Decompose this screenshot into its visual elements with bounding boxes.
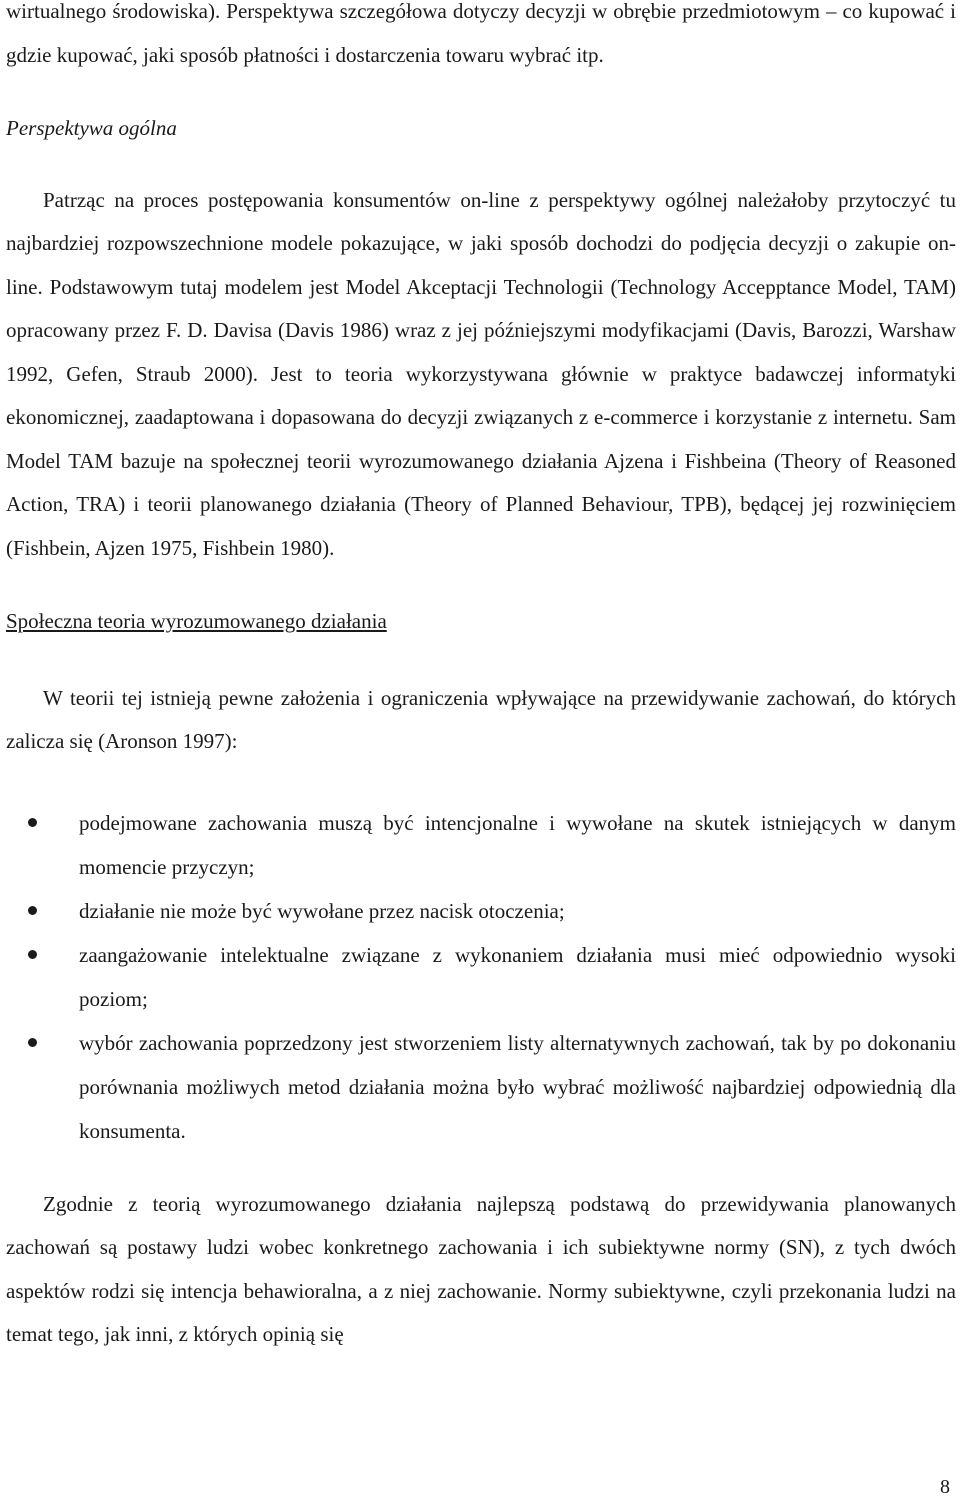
list-item-text: zaangażowanie intelektualne związane z wykonaniem działania musi mieć odpowiednio wysoki poziom; bbox=[79, 942, 956, 1011]
list-item bbox=[6, 1021, 956, 1153]
subheading-general-perspective: Perspektywa ogólna bbox=[6, 116, 177, 140]
assumptions-list bbox=[6, 801, 956, 1153]
general-perspective-paragraph: Patrząc na proces postępowania konsumentów on-line z perspektywy ogólnej należałoby przytoczyć tu najbardziej rozpowszechnione modele pokazujące, w jaki sposób dochodzi do podjęcia decyzji o zakupie on-line. Podstawowym tutaj modelem jest Model Akceptacji Technologii (Technology Accepptance Model, TAM) opracowany przez F. D. Davisa (Davis 1986) wraz z jej późniejszymi modyfikacjami (Davis, Barozzi, Warshaw 1992, Gefen, Straub 2000). Jest to teoria wykorzystywana głównie w praktyce badawczej informatyki ekonomicznej, zaadaptowana i dopasowana do decyzji związanych z e-commerce i korzystanie z internetu. Sam Model TAM bazuje na społecznej teorii wyrozumowanego działania Ajzena i Fishbeina (Theory of Reasoned Action, TRA) i teorii planowanego działania (Theory of Planned Behaviour, TPB), będącej jej rozwinięciem (Fishbein, Ajzen 1975, Fishbein 1980). bbox=[6, 187, 956, 560]
bullet-icon bbox=[28, 950, 37, 959]
page-number: 8 bbox=[940, 1476, 950, 1498]
list-item-text: wybór zachowania poprzedzony jest stworzeniem listy alternatywnych zachowań, tak by po dokonaniu porównania możliwych metod działania można było wybrać możliwość najbardziej odpowiednią dla konsumenta. bbox=[79, 1030, 956, 1143]
list-item bbox=[6, 889, 956, 933]
bullet-icon bbox=[28, 818, 37, 827]
list-item bbox=[6, 933, 956, 1021]
list-item-text: działanie nie może być wywołane przez nacisk otoczenia; bbox=[79, 898, 565, 923]
bullet-icon bbox=[28, 906, 37, 915]
document-page bbox=[6, 0, 956, 1357]
closing-paragraph: Zgodnie z teorią wyrozumowanego działania najlepszą podstawą do przewidywania planowanych zachowań są postawy ludzi wobec konkretnego zachowania i ich subiektywne normy (SN), z tych dwóch aspektów rodzi się intencja behawioralna, a z niej zachowanie. Normy subiektywne, czyli przekonania ludzi na temat tego, jak inni, z których opinią się bbox=[6, 1191, 956, 1346]
list-item bbox=[6, 801, 956, 889]
assumptions-intro-paragraph: W teorii tej istnieją pewne założenia i ograniczenia wpływające na przewidywanie zachowań, do których zalicza się (Aronson 1997): bbox=[6, 685, 956, 753]
section-heading-reasoned-action: Społeczna teoria wyrozumowanego działania bbox=[6, 609, 387, 633]
bullet-icon bbox=[28, 1038, 37, 1047]
intro-continuation-paragraph: wirtualnego środowiska). Perspektywa szczegółowa dotyczy decyzji w obrębie przedmiotowym – co kupować i gdzie kupować, jaki sposób płatności i dostarczenia towaru wybrać itp. bbox=[6, 0, 956, 67]
list-item-text: podejmowane zachowania muszą być intencjonalne i wywołane na skutek istniejących w danym momencie przyczyn; bbox=[79, 810, 956, 879]
